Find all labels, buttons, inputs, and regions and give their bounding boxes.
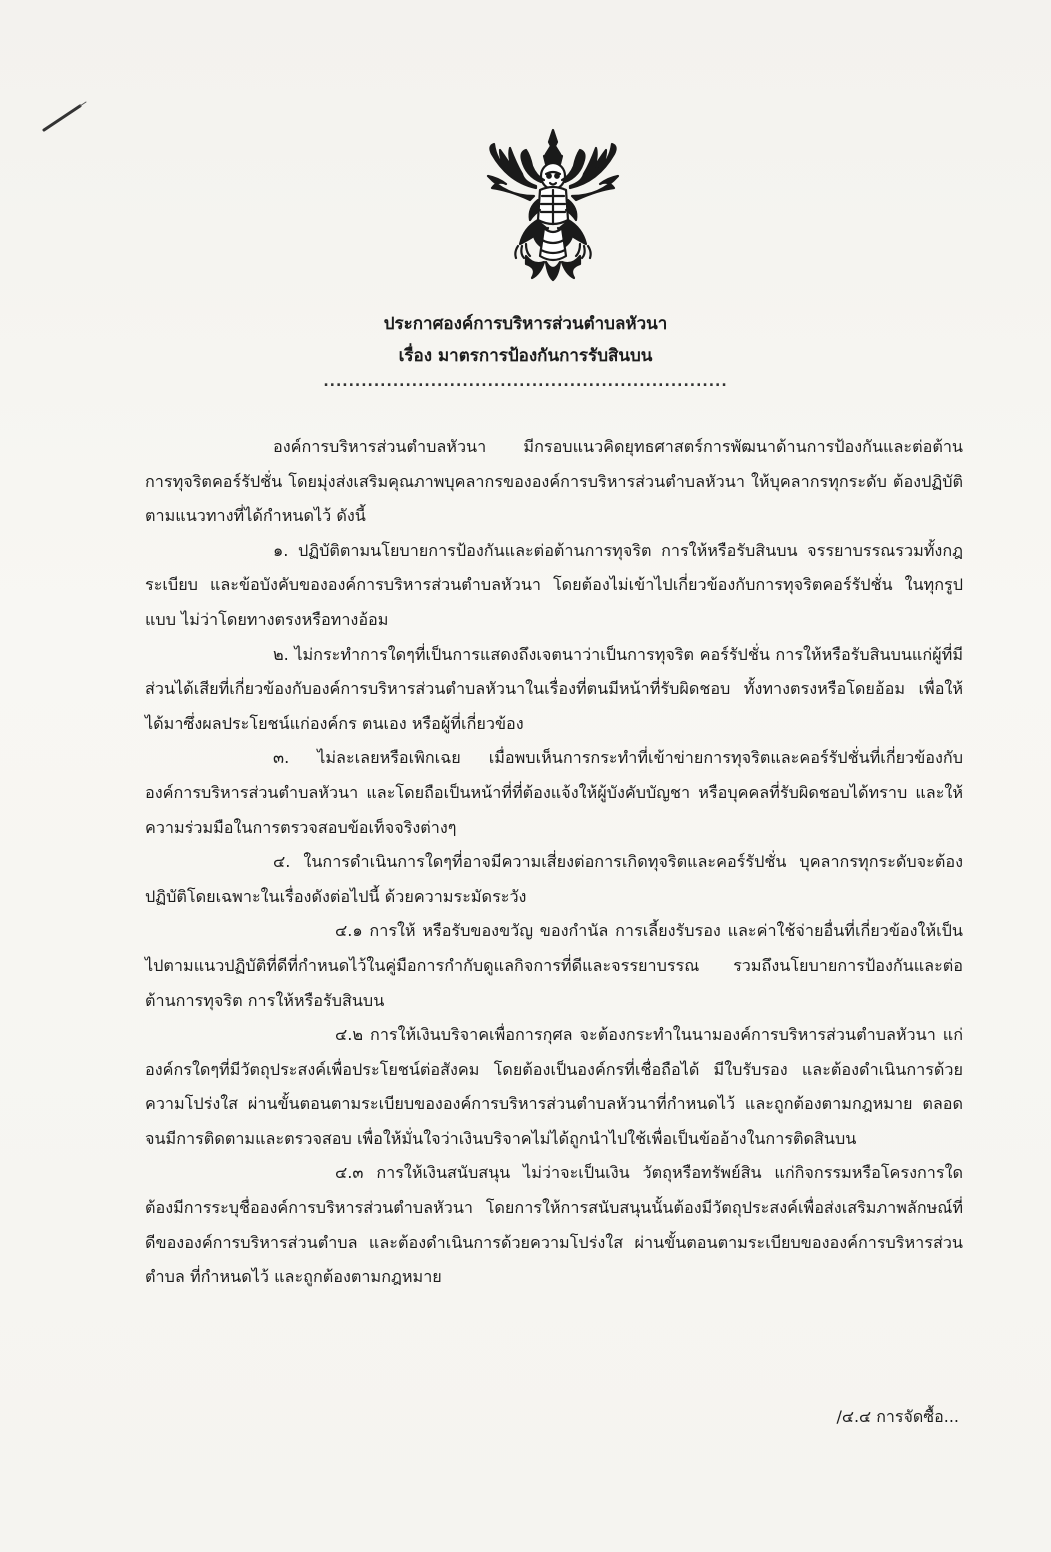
clause-4-paragraph: ๔. ในการดำเนินการใดๆที่อาจมีความเสี่ยงต่อการเกิดทุจริตและคอร์รัปชั่น บุคลากรทุกระดับจะต้องปฏิบัติโดยเฉพาะในเรื่องดังต่อไปนี้ ด้วยความระมัดระวัง <box>145 852 963 906</box>
clause-4-2-paragraph: ๔.๒ การให้เงินบริจาคเพื่อการกุศล จะต้องกระทำในนามองค์การบริหารส่วนตำบลหัวนา แก่องค์กรใดๆที่มีวัตถุประสงค์เพื่อประโยชน์ต่อสังคม โดยต้องเป็นองค์กรที่เชื่อถือได้ มีใบรับรอง และต้องดำเนินการด้วยความโปร่งใส ผ่านขั้นตอนตามระเบียบขององค์การบริหารส่วนตำบลหัวนาที่กำหนดไว้ และถูกต้องตามกฎหมาย ตลอดจนมีการติดตามและตรวจสอบ เพื่อให้มั่นใจว่าเงินบริจาคไม่ได้ถูกนำไปใช้เพื่อเป็นข้ออ้างในการติดสินบน <box>145 1025 963 1148</box>
clause-4-1-paragraph: ๔.๑ การให้ หรือรับของขวัญ ของกำนัล การเลี้ยงรับรอง และค่าใช้จ่ายอื่นที่เกี่ยวข้องให้เป็นไปตามแนวปฏิบัติที่ดีที่กำหนดไว้ในคู่มือการกำกับดูแลกิจการที่ดีและจรรยาบรรณ รวมถึงนโยบายการป้องกันและต่อต้านการทุจริต การให้หรือรับสินบน <box>145 921 963 1010</box>
continuation-note: /๔.๔ การจัดซื้อ... <box>836 1407 959 1426</box>
announcement-subject: เรื่อง มาตรการป้องกันการรับสินบน <box>398 346 653 366</box>
clause-4-3-paragraph: ๔.๓ การให้เงินสนับสนุน ไม่ว่าจะเป็นเงิน วัตถุหรือทรัพย์สิน แก่กิจกรรมหรือโครงการใด ต้องมีการระบุชื่อองค์การบริหารส่วนตำบลหัวนา โดยการให้การสนับสนุนนั้นต้องมีวัตถุประสงค์เพื่อส่งเสริมภาพลักษณ์ที่ดีขององค์การบริหารส่วนตำบล และต้องดำเนินการด้วยความโปร่งใส ผ่านขั้นตอนตามระเบียบขององค์การบริหารส่วนตำบล ที่กำหนดไว้ และถูกต้องตามกฎหมาย <box>145 1163 963 1287</box>
intro-paragraph: องค์การบริหารส่วนตำบลหัวนา มีกรอบแนวคิดยุทธศาสตร์การพัฒนาด้านการป้องกันและต่อต้าน การทุจริตคอร์รัปชั่น โดยมุ่งส่งเสริมคุณภาพบุคลากรขององค์การบริหารส่วนตำบลหัวนา ให้บุคลากรทุกระดับ ต้องปฏิบัติตามแนวทางที่ได้กำหนดไว้ ดังนี้ <box>145 437 963 526</box>
clause-1-paragraph: ๑. ปฏิบัติตามนโยบายการป้องกันและต่อต้านการทุจริต การให้หรือรับสินบน จรรยาบรรณรวมทั้งกฎ ระเบียบ และข้อบังคับขององค์การบริหารส่วนตำบลหัวนา โดยต้องไม่เข้าไปเกี่ยวข้องกับการทุจริตคอร์รัปชั่น ในทุกรูปแบบ ไม่ว่าโดยทางตรงหรือทางอ้อม <box>145 540 963 629</box>
clause-2-paragraph: ๒. ไม่กระทำการใดๆที่เป็นการแสดงถึงเจตนาว่าเป็นการทุจริต คอร์รัปชั่น การให้หรือรับสินบนแก่ผู้ที่มีส่วนได้เสียที่เกี่ยวข้องกับองค์การบริหารส่วนตำบลหัวนาในเรื่องที่ตนมีหน้าที่รับผิดชอบ ทั้งทางตรงหรือโดยอ้อม เพื่อให้ได้มาซึ่งผลประโยชน์แก่องค์กร ตนเอง หรือผู้ที่เกี่ยวข้อง <box>145 644 963 733</box>
document-body <box>145 430 963 1295</box>
clause-3-paragraph: ๓. ไม่ละเลยหรือเพิกเฉย เมื่อพบเห็นการกระทำที่เข้าข่ายการทุจริตและคอร์รัปชั่นที่เกี่ยวข้องกับองค์การบริหารส่วนตำบลหัวนา และโดยถือเป็นหน้าที่ที่ต้องแจ้งให้ผู้บังคับบัญชา หรือบุคคลที่รับผิดชอบได้ทราบ และให้ความร่วมมือในการตรวจสอบข้อเท็จจริงต่างๆ <box>145 748 963 837</box>
title-divider: ................................................................ <box>323 374 728 390</box>
pen-stroke-mark <box>40 96 88 136</box>
announcement-title: ประกาศองค์การบริหารส่วนตำบลหัวนา <box>383 314 668 334</box>
garuda-emblem-icon <box>478 124 628 284</box>
